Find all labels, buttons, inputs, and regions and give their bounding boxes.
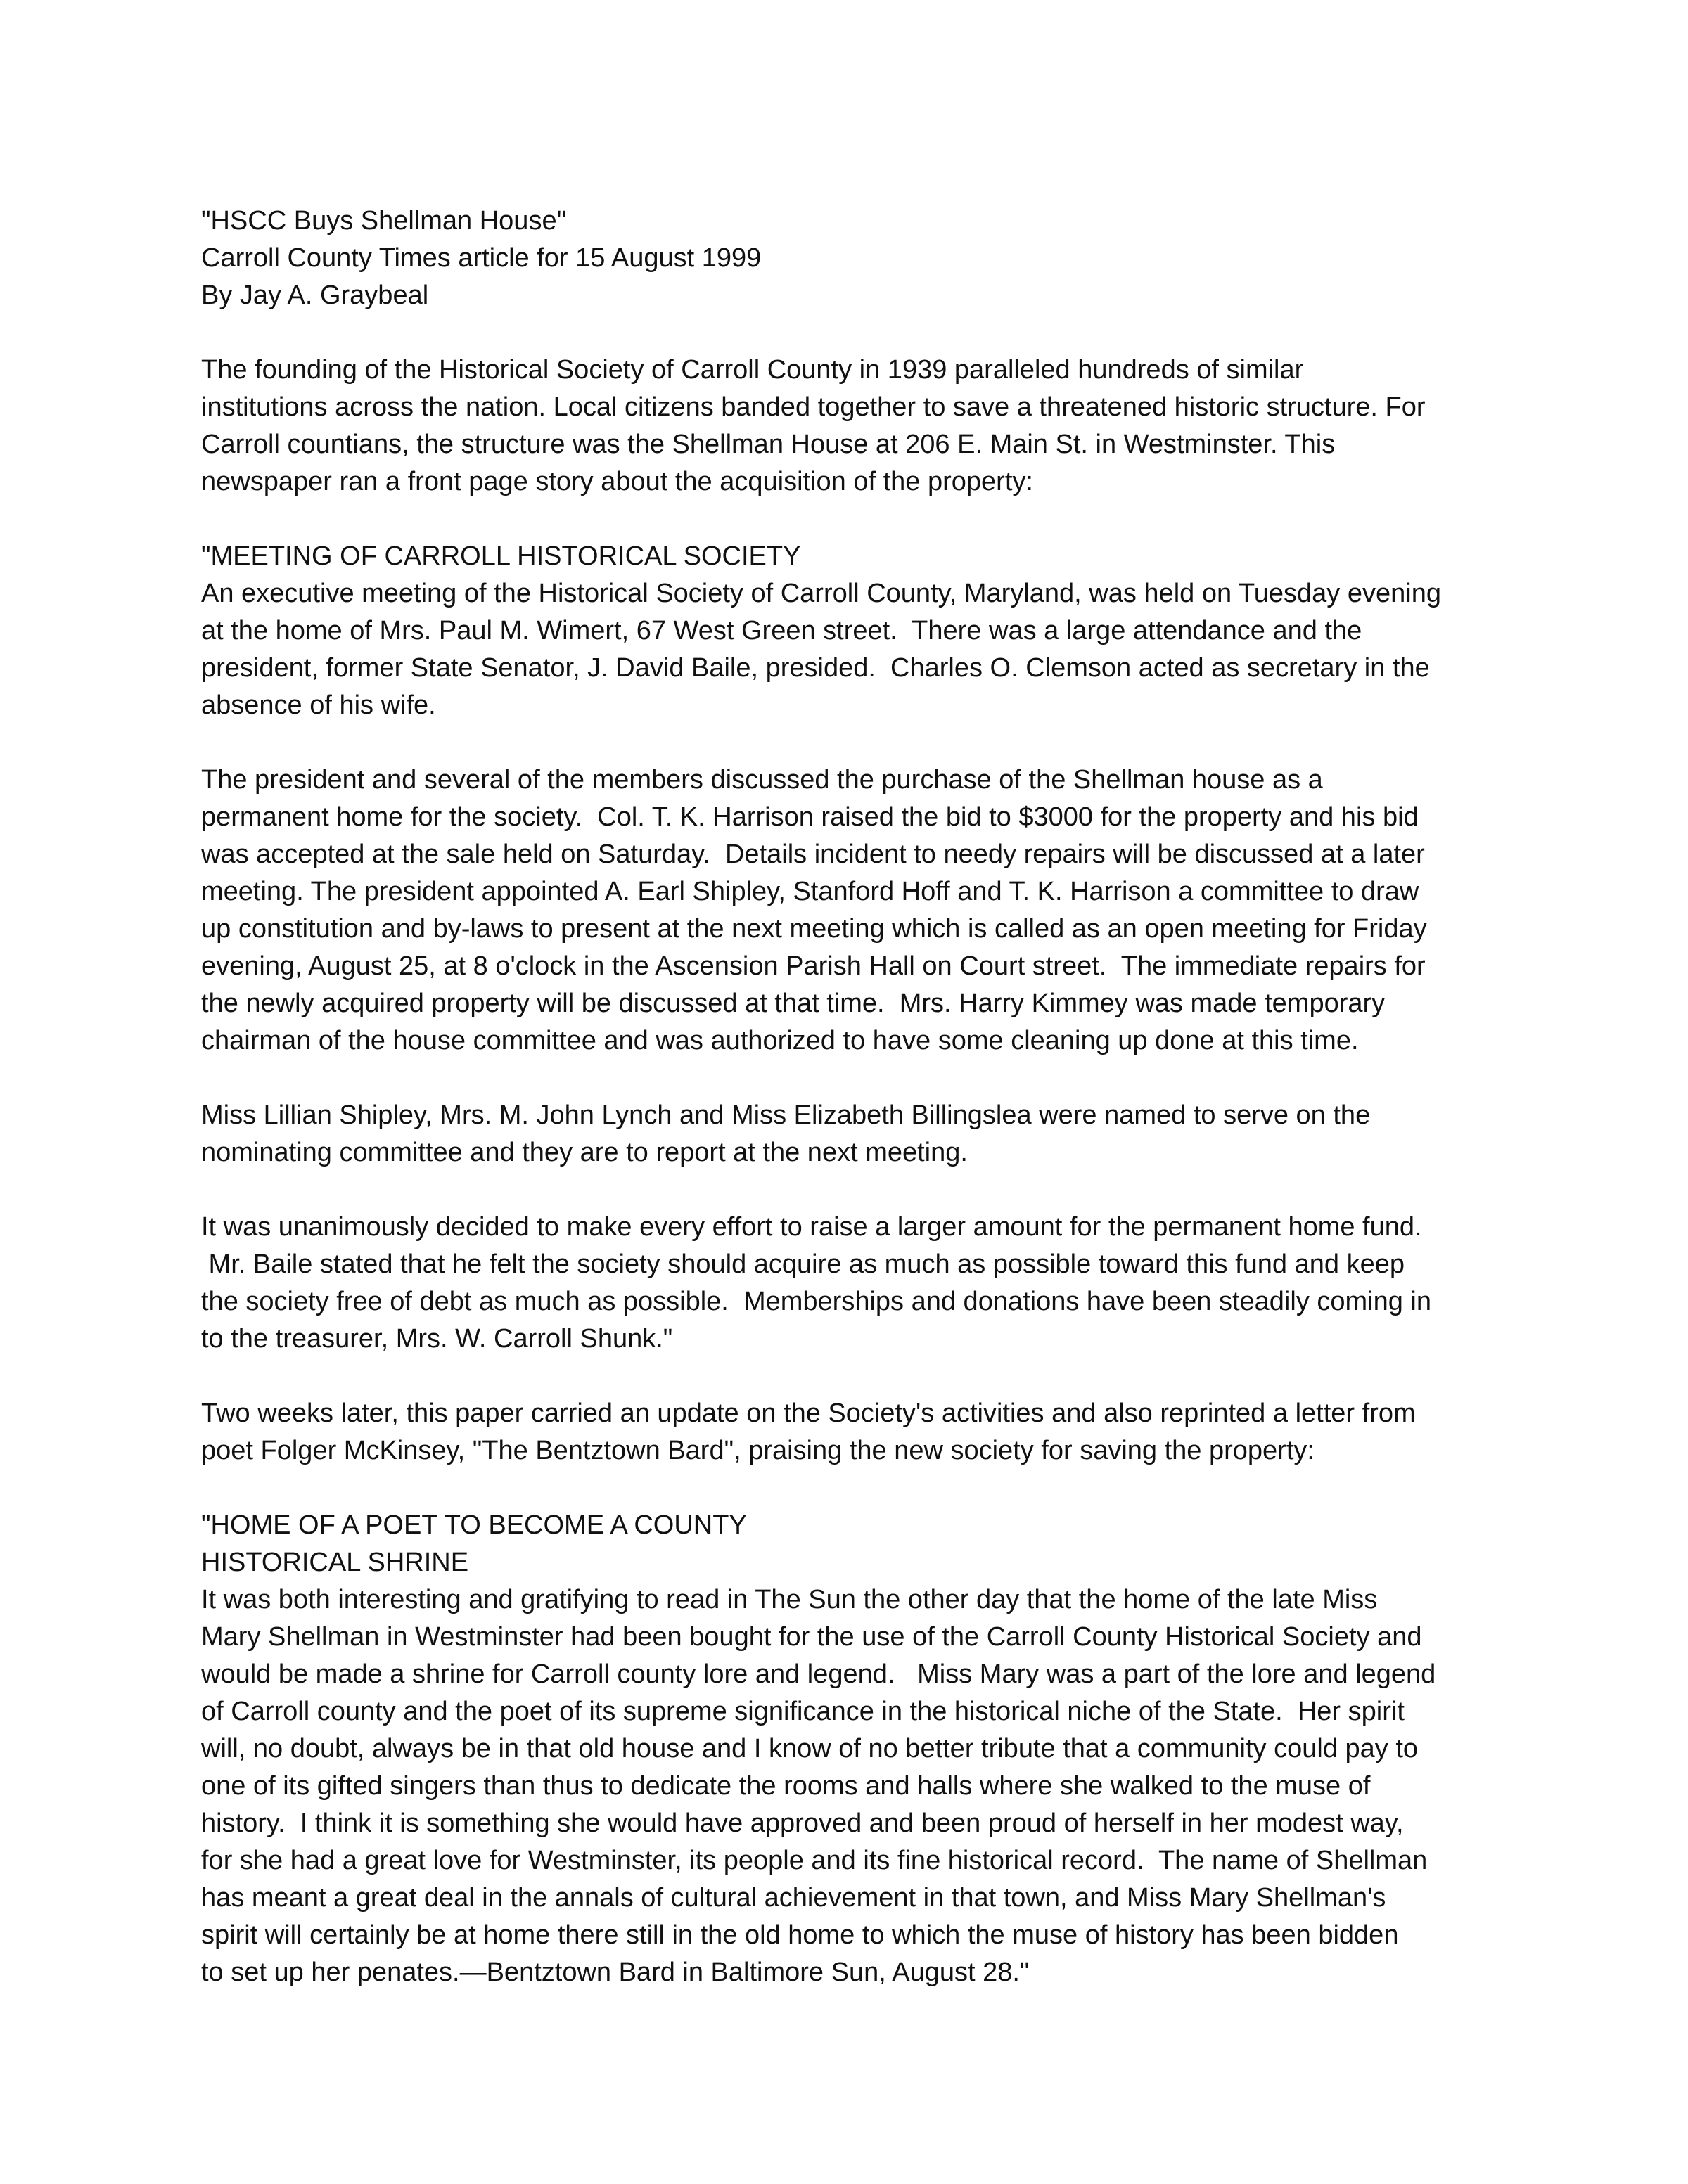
paragraph-line: at the home of Mrs. Paul M. Wimert, 67 West Green street. There was a large attendance and the: [201, 616, 1362, 645]
paragraph-spacer: [201, 1470, 1509, 1507]
article-byline: By Jay A. Graybeal: [201, 281, 429, 310]
paragraph-spacer: [201, 1060, 1509, 1097]
paragraph-line: nominating committee and they are to report at the next meeting.: [201, 1138, 968, 1167]
paragraph-line: The president and several of the members discussed the purchase of the Shellman house as a: [201, 765, 1323, 795]
paragraph-spacer: [201, 314, 1509, 352]
paragraph-line: "HOME OF A POET TO BECOME A COUNTY: [201, 1510, 747, 1540]
paragraph-line: Miss Lillian Shipley, Mrs. M. John Lynch and Miss Elizabeth Billingslea were named to serve on the: [201, 1100, 1371, 1130]
paragraph-line: absence of his wife.: [201, 690, 436, 720]
paragraph-line: the society free of debt as much as possible. Memberships and donations have been steadily coming in: [201, 1287, 1432, 1316]
paragraph-line: was accepted at the sale held on Saturday. Details incident to needy repairs will be discussed at a later: [201, 840, 1425, 869]
paragraph-line: The founding of the Historical Society of Carroll County in 1939 paralleled hundreds of similar: [201, 355, 1304, 385]
paragraph-line: would be made a shrine for Carroll county lore and legend. Miss Mary was a part of the lore and legend: [201, 1659, 1436, 1689]
paragraph: [201, 1507, 1509, 1991]
paragraph-line: It was unanimously decided to make every effort to raise a larger amount for the permanent home fund.: [201, 1212, 1422, 1242]
paragraph-line: permanent home for the society. Col. T. K. Harrison raised the bid to $3000 for the property and his bid: [201, 802, 1419, 832]
paragraph: [201, 1097, 1509, 1171]
paragraph-line: It was both interesting and gratifying to read in The Sun the other day that the home of the late Miss: [201, 1585, 1378, 1614]
article-title: "HSCC Buys Shellman House": [201, 206, 567, 236]
paragraph-line: president, former State Senator, J. David Baile, presided. Charles O. Clemson acted as secretary in the: [201, 653, 1430, 683]
paragraph: [201, 1209, 1509, 1358]
article-header: [201, 203, 1509, 314]
paragraph-line: Mr. Baile stated that he felt the society should acquire as much as possible toward this fund and keep: [201, 1250, 1405, 1279]
paragraph-line: meeting. The president appointed A. Earl Shipley, Stanford Hoff and T. K. Harrison a committee to draw: [201, 877, 1419, 906]
paragraph-line: up constitution and by-laws to present at the next meeting which is called as an open meeting for Friday: [201, 914, 1427, 944]
paragraph: [201, 538, 1509, 724]
paragraph-line: to set up her penates.—Bentztown Bard in Baltimore Sun, August 28.": [201, 1958, 1030, 1987]
paragraph-line: institutions across the nation. Local citizens banded together to save a threatened historic structure. For: [201, 392, 1426, 422]
article-paragraphs: [201, 314, 1509, 1991]
paragraph-line: chairman of the house committee and was authorized to have some cleaning up done at this time.: [201, 1026, 1359, 1055]
paragraph-line: evening, August 25, at 8 o'clock in the Ascension Parish Hall on Court street. The immediate repairs for: [201, 951, 1426, 981]
paragraph-spacer: [201, 501, 1509, 538]
paragraph-spacer: [201, 1358, 1509, 1395]
article-source: Carroll County Times article for 15 August 1999: [201, 243, 762, 273]
paragraph-line: An executive meeting of the Historical Society of Carroll County, Maryland, was held on Tuesday evening: [201, 579, 1441, 608]
paragraph-line: HISTORICAL SHRINE: [201, 1548, 469, 1577]
paragraph-line: will, no doubt, always be in that old house and I know of no better tribute that a community could pay to: [201, 1734, 1419, 1764]
paragraph: [201, 1395, 1509, 1470]
paragraph: [201, 352, 1509, 501]
paragraph-line: for she had a great love for Westminster, its people and its fine historical record. The name of Shellman: [201, 1846, 1428, 1875]
paragraph-line: history. I think it is something she would have approved and been proud of herself in her modest way,: [201, 1809, 1404, 1838]
paragraph-line: newspaper ran a front page story about the acquisition of the property:: [201, 467, 1033, 496]
paragraph-line: "MEETING OF CARROLL HISTORICAL SOCIETY: [201, 541, 801, 571]
paragraph-line: Two weeks later, this paper carried an update on the Society's activities and also reprinted a letter from: [201, 1399, 1416, 1428]
paragraph-spacer: [201, 1171, 1509, 1209]
paragraph-line: Mary Shellman in Westminster had been bought for the use of the Carroll County Historical Society and: [201, 1622, 1422, 1652]
paragraph-line: of Carroll county and the poet of its supreme significance in the historical niche of the State. Her spirit: [201, 1697, 1405, 1726]
paragraph-line: to the treasurer, Mrs. W. Carroll Shunk.": [201, 1324, 673, 1354]
paragraph-line: the newly acquired property will be discussed at that time. Mrs. Harry Kimmey was made temporary: [201, 989, 1386, 1018]
paragraph-line: Carroll countians, the structure was the Shellman House at 206 E. Main St. in Westminster. This: [201, 430, 1336, 459]
paragraph-line: poet Folger McKinsey, "The Bentztown Bard", praising the new society for saving the property:: [201, 1436, 1315, 1465]
paragraph-line: one of its gifted singers than thus to dedicate the rooms and halls where she walked to the muse of: [201, 1771, 1371, 1801]
document-body: [201, 203, 1509, 1991]
paragraph-line: has meant a great deal in the annals of cultural achievement in that town, and Miss Mary Shellman's: [201, 1883, 1386, 1913]
paragraph-spacer: [201, 724, 1509, 762]
paragraph: [201, 762, 1509, 1060]
paragraph-line: spirit will certainly be at home there still in the old home to which the muse of history has been bidden: [201, 1920, 1399, 1950]
